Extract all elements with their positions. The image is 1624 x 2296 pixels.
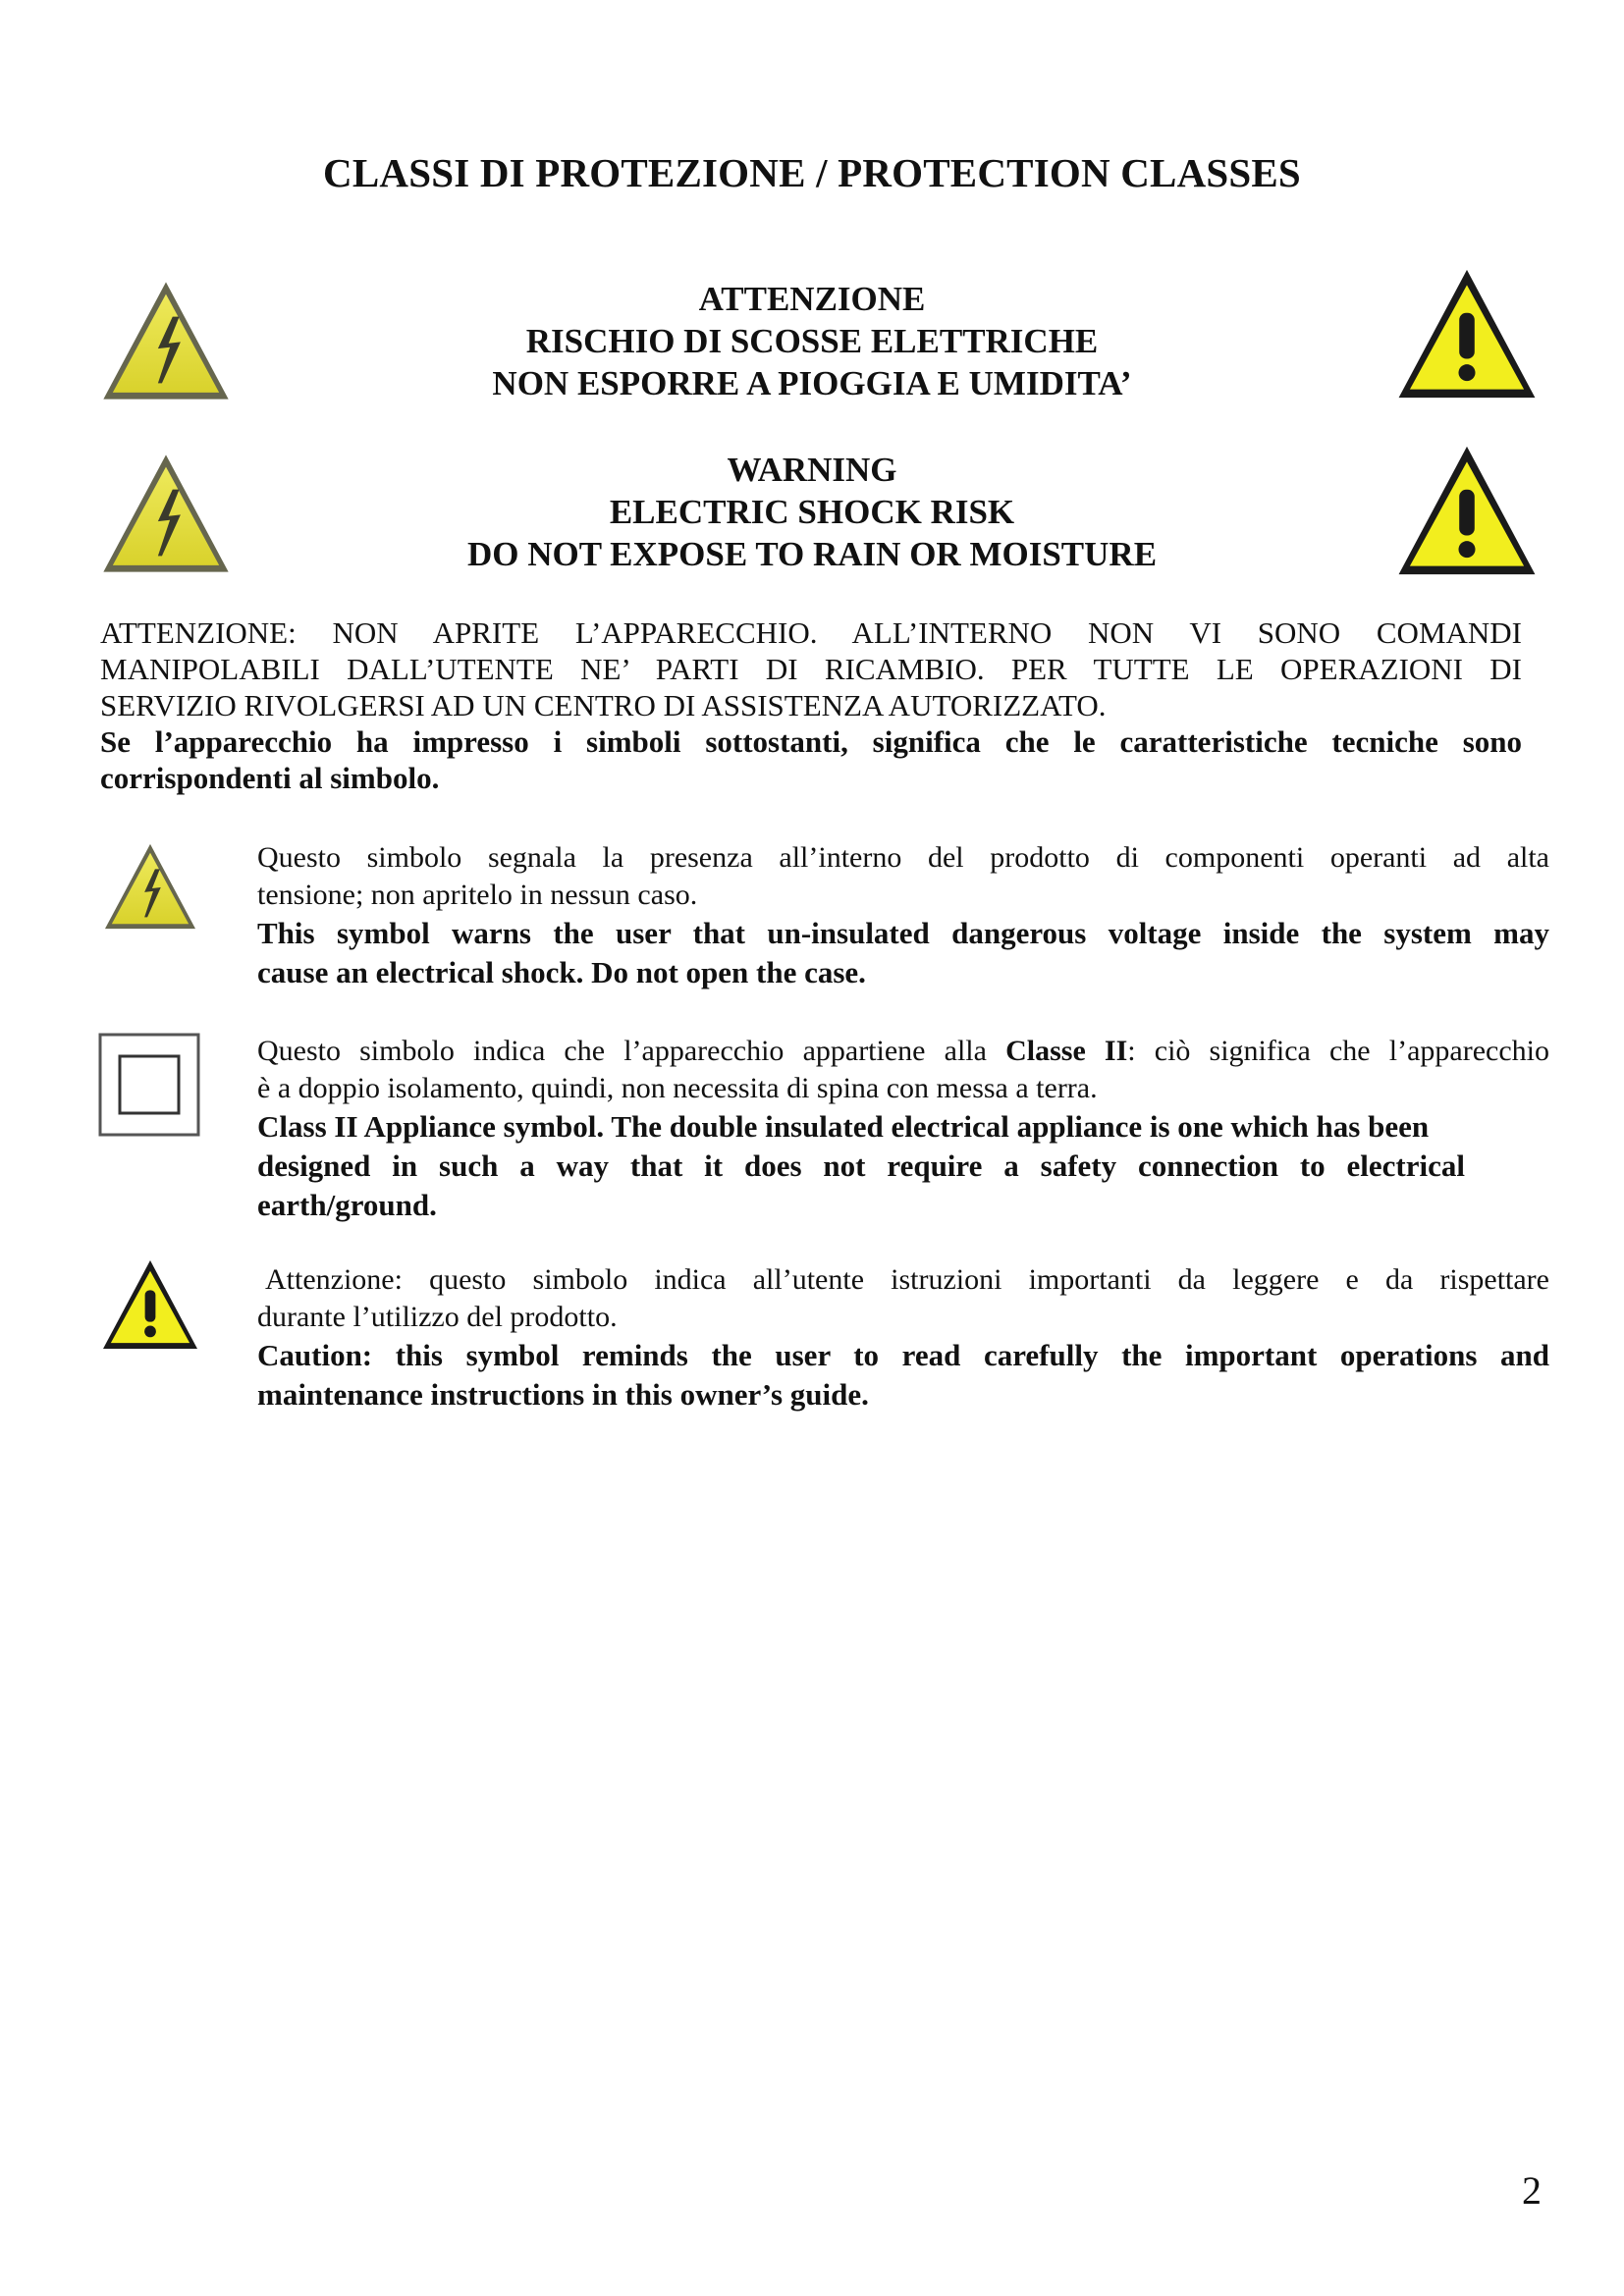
symbol-text-it: durante l’utilizzo del prodotto. <box>257 1301 618 1333</box>
symbol-text-en: cause an electrical shock. Do not open the case. <box>257 955 866 989</box>
intro-paragraph <box>100 614 1522 796</box>
symbol-text-en: maintenance instructions in this owner’s guide. <box>257 1377 869 1412</box>
caution-icon <box>1390 267 1543 400</box>
caution-icon <box>98 1258 202 1351</box>
symbol-text-en: Caution: this symbol reminds the user to read carefully the important operations and <box>257 1338 1549 1372</box>
symbol-text-it: Questo simbolo segnala la presenza all’interno del prodotto di componenti operanti ad alta <box>257 841 1549 874</box>
symbol-text-en: This symbol warns the user that un-insulated dangerous voltage inside the system may <box>257 916 1549 950</box>
caution-icon <box>1390 444 1543 577</box>
symbol-text-it-part: Questo simbolo indica che l’apparecchio appartiene alla <box>257 1035 1006 1067</box>
symbol-text-it: è a doppio isolamento, quindi, non necessita di spina con messa a terra. <box>257 1072 1098 1104</box>
class-ii-icon <box>98 1033 200 1137</box>
symbol-class-ii-description <box>257 1033 1549 1225</box>
intro-line: ATTENZIONE: NON APRITE L’APPARECCHIO. ALL’INTERNO NON VI SONO COMANDI <box>100 615 1522 650</box>
warning-en <box>255 449 1369 575</box>
warning-en-line3: DO NOT EXPOSE TO RAIN OR MOISTURE <box>466 535 1158 573</box>
intro-bold-line: Se l’apparecchio ha impresso i simboli sottostanti, significa che le caratteristiche tecniche sono <box>100 724 1522 759</box>
symbol-text-en: Class II Appliance symbol. The double insulated electrical appliance is one which has been <box>257 1109 1430 1144</box>
high-voltage-icon <box>98 450 234 577</box>
symbol-text-it-part: : ciò significa che l’apparecchio <box>1127 1035 1549 1067</box>
page-title: CLASSI DI PROTEZIONE / PROTECTION CLASSES <box>323 150 1301 195</box>
symbol-text-en: designed in such a way that it does not require a safety connection to electrical <box>257 1148 1465 1183</box>
symbol-text-it: Attenzione: questo simbolo indica all’utente istruzioni importanti da leggere e da rispettare <box>265 1263 1549 1296</box>
warning-it-line3: NON ESPORRE A PIOGGIA E UMIDITA’ <box>492 364 1132 402</box>
symbol-voltage-description <box>257 839 1549 992</box>
intro-line: MANIPOLABILI DALL’UTENTE NE’ PARTI DI RICAMBIO. PER TUTTE LE OPERAZIONI DI <box>100 652 1522 686</box>
high-voltage-icon <box>98 840 202 933</box>
high-voltage-icon <box>98 277 234 404</box>
symbol-text-it: tensione; non apritelo in nessun caso. <box>257 879 698 911</box>
warning-it-line1: ATTENZIONE <box>698 280 926 318</box>
warning-it <box>255 278 1369 404</box>
symbol-text-en: earth/ground. <box>257 1188 437 1222</box>
symbol-text-it <box>257 1033 1549 1070</box>
page-number: 2 <box>1522 2168 1542 2213</box>
class-ii-label: Classe II <box>1005 1035 1128 1067</box>
intro-line: SERVIZIO RIVOLGERSI AD UN CENTRO DI ASSISTENZA AUTORIZZATO. <box>100 688 1107 722</box>
warning-it-line2: RISCHIO DI SCOSSE ELETTRICHE <box>525 322 1099 360</box>
intro-bold-line: corrispondenti al simbolo. <box>100 761 440 795</box>
warning-en-line2: ELECTRIC SHOCK RISK <box>609 493 1015 531</box>
symbol-caution-description <box>257 1261 1549 1415</box>
warning-en-line1: WARNING <box>727 451 897 489</box>
